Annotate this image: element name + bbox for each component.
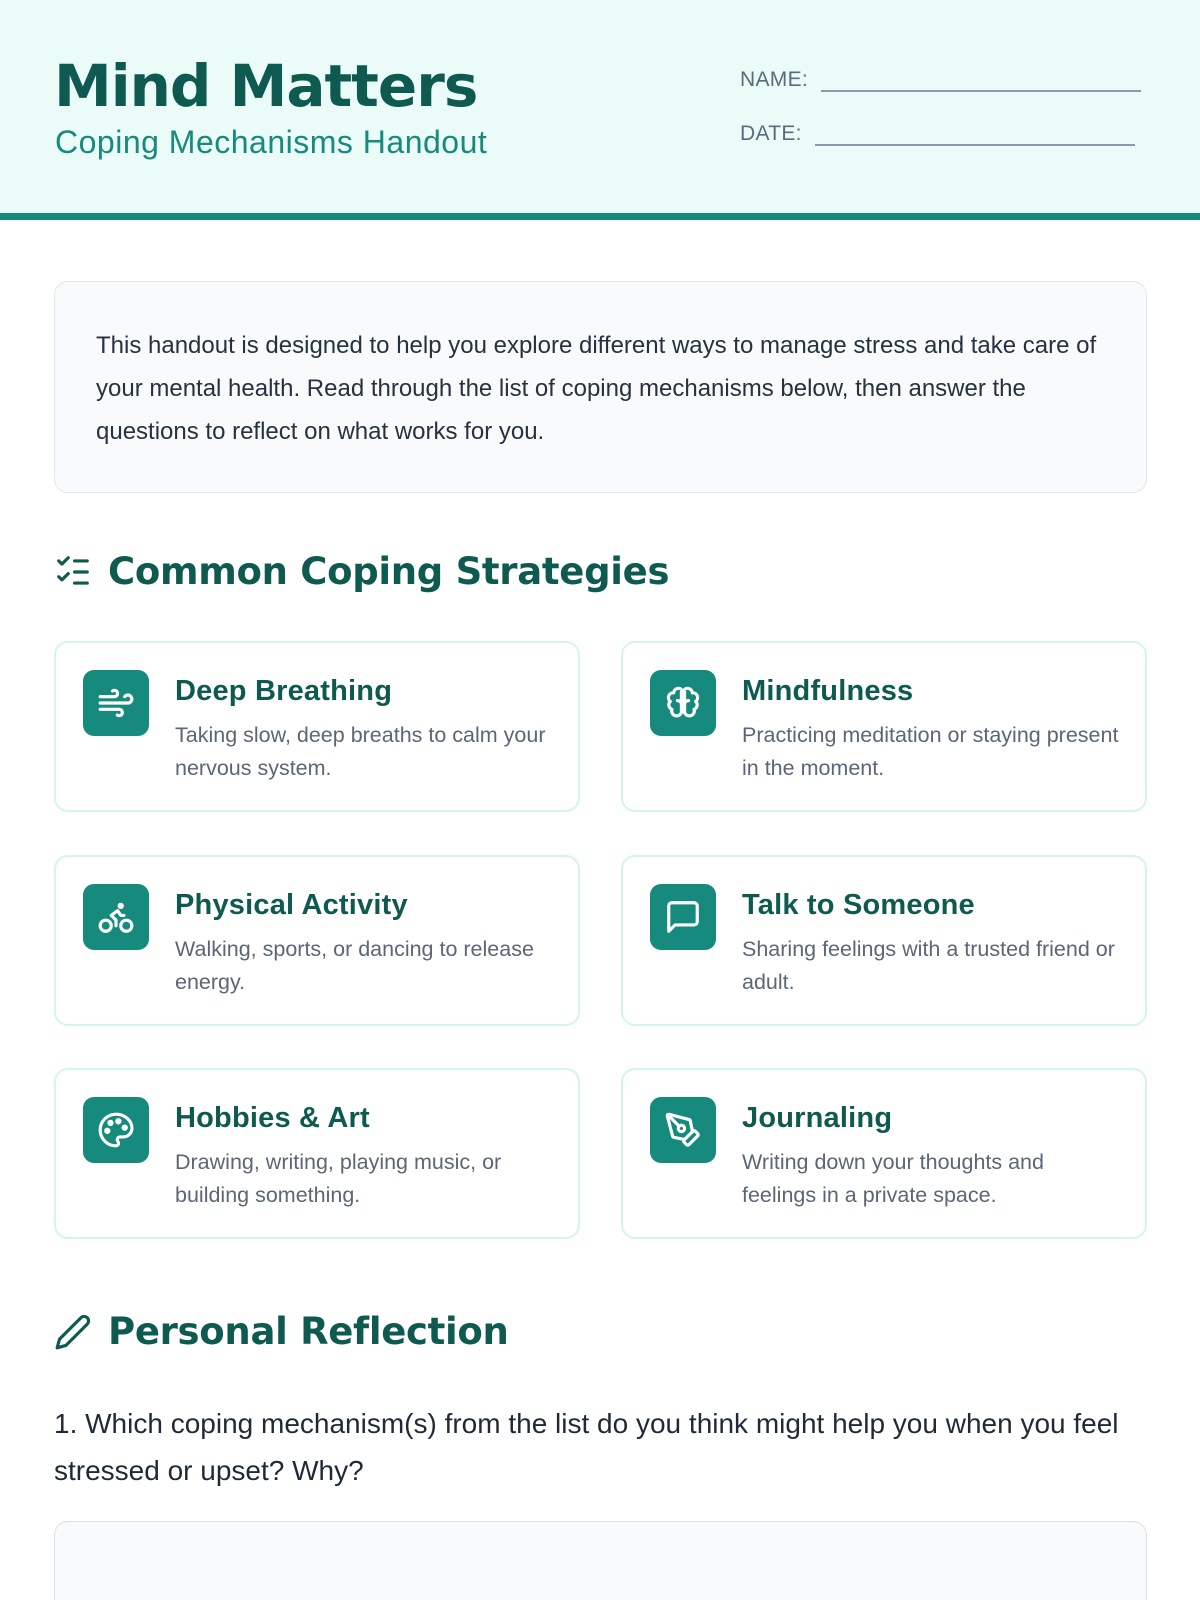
card-icon-box: [650, 1097, 716, 1163]
date-field[interactable]: [815, 120, 1135, 146]
question-1: 1. Which coping mechanism(s) from the list do you think might help you when you feel stressed or upset? Why?: [54, 1408, 1119, 1486]
card-title: Physical Activity: [175, 889, 408, 921]
intro-text: This handout is designed to help you explore different ways to manage stress and take care of your mental health. Read through the list of coping mechanisms below, then answer the questions to reflect on what works for you.: [96, 332, 1097, 445]
card-description: Drawing, writing, playing music, or building something.: [175, 1150, 502, 1207]
card-description: Sharing feelings with a trusted friend or adult.: [742, 937, 1115, 994]
date-label: DATE:: [740, 122, 802, 145]
page-header: [0, 0, 1200, 220]
page-title: Mind Matters: [54, 52, 478, 120]
card-icon-box: [650, 884, 716, 950]
strategy-card-deep-breathing: [54, 641, 580, 812]
name-label: NAME:: [740, 68, 809, 91]
card-icon-box: [83, 884, 149, 950]
card-icon-box: [83, 670, 149, 736]
card-description: Practicing meditation or staying present in the moment.: [742, 723, 1119, 780]
pencil-icon: [54, 1313, 92, 1351]
pen-tool-icon: [664, 1111, 702, 1149]
card-title: Deep Breathing: [175, 675, 393, 707]
reflection-title: Personal Reflection: [108, 1310, 509, 1353]
name-field-row: [740, 66, 1141, 92]
strategies-heading: [54, 550, 669, 593]
card-description: Taking slow, deep breaths to calm your nervous system.: [175, 723, 546, 780]
message-icon: [664, 898, 702, 936]
card-title: Hobbies & Art: [175, 1102, 370, 1134]
strategy-card-mindfulness: [621, 641, 1147, 812]
brain-icon: [664, 684, 702, 722]
page-subtitle: Coping Mechanisms Handout: [55, 124, 488, 160]
card-title: Mindfulness: [742, 675, 914, 707]
checklist-icon: [54, 553, 92, 591]
card-description: Writing down your thoughts and feelings in a private space.: [742, 1150, 1044, 1207]
answer-box-1[interactable]: [54, 1521, 1147, 1600]
date-field-row: [740, 120, 1135, 146]
reflection-heading: [54, 1310, 509, 1353]
strategy-card-talk-to-someone: [621, 855, 1147, 1026]
card-description: Walking, sports, or dancing to release energy.: [175, 937, 534, 994]
strategy-card-hobbies-art: [54, 1068, 580, 1239]
card-title: Talk to Someone: [742, 889, 975, 921]
name-field[interactable]: [821, 66, 1141, 92]
strategies-title: Common Coping Strategies: [108, 550, 670, 593]
strategy-card-journaling: [621, 1068, 1147, 1239]
intro-box: [54, 281, 1147, 493]
strategy-card-physical-activity: [54, 855, 580, 1026]
palette-icon: [97, 1111, 135, 1149]
wind-icon: [97, 684, 135, 722]
card-icon-box: [83, 1097, 149, 1163]
bike-icon: [97, 898, 135, 936]
card-icon-box: [650, 670, 716, 736]
card-title: Journaling: [742, 1102, 893, 1134]
